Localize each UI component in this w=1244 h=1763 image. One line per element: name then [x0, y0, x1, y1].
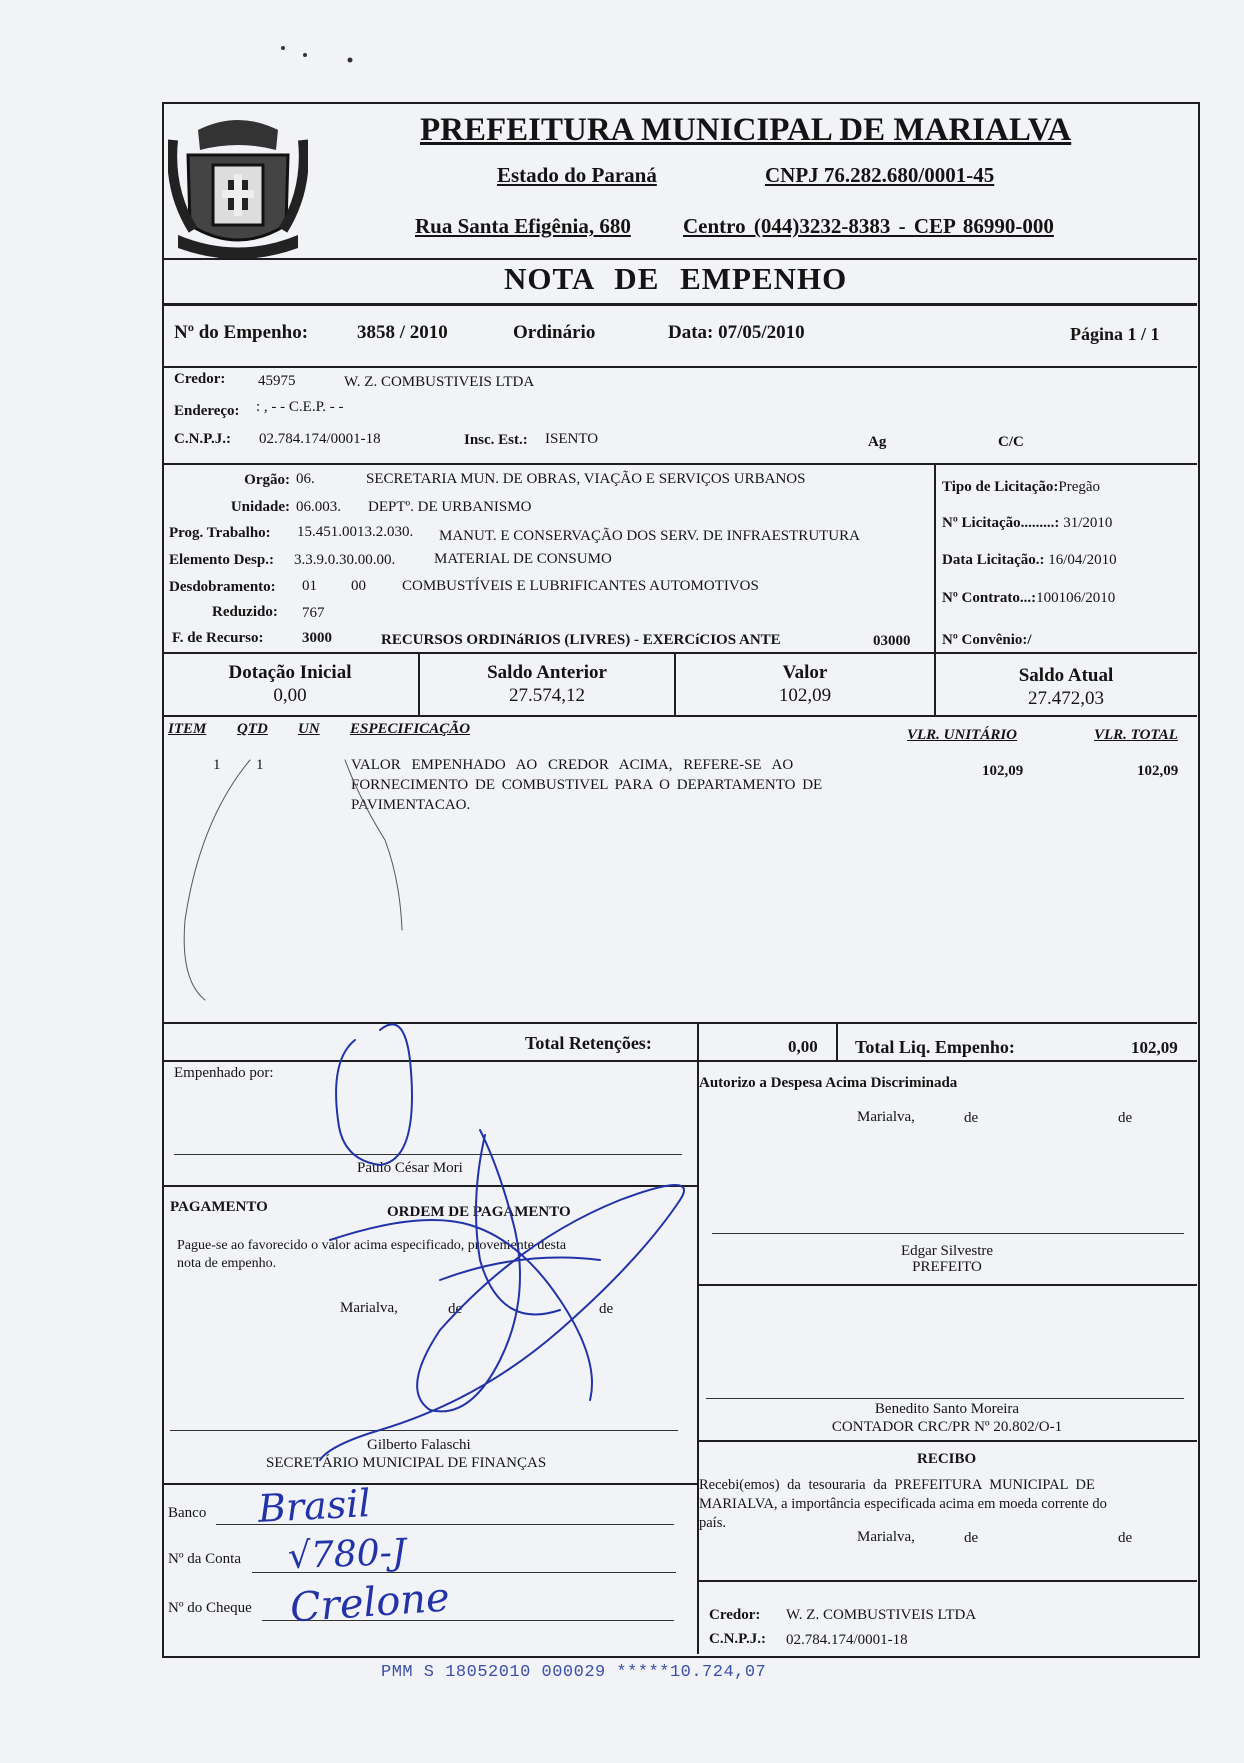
- banco-label: Banco: [168, 1505, 207, 1521]
- desdobramento-b: 00: [351, 578, 366, 594]
- contador-role: CONTADOR CRC/PR Nº 20.802/O-1: [831, 1419, 1063, 1435]
- recibo-credor: W. Z. COMBUSTIVEIS LTDA: [786, 1607, 977, 1623]
- item-total: 102,09: [1137, 763, 1179, 779]
- conta-handwritten: √780-J: [287, 1531, 407, 1578]
- elemento-label: Elemento Desp.:: [169, 552, 274, 568]
- autorizo-city: Marialva,: [857, 1109, 915, 1125]
- financas-signer-role: SECRETÁRIO MUNICIPAL DE FINANÇAS: [266, 1455, 547, 1471]
- liquido-label: Total Liq. Empenho:: [855, 1037, 1015, 1057]
- licitacao-number-label: Nº Licitação.........:: [942, 515, 1060, 531]
- desdobramento-a: 01: [302, 578, 317, 594]
- orgao-label: Orgão:: [244, 472, 290, 488]
- elemento-code: 3.3.9.0.30.00.00.: [294, 552, 396, 568]
- pagamento-de2: de: [599, 1301, 614, 1317]
- licitacao-number-value: 31/2010: [1063, 515, 1113, 531]
- convenio-label: Nº Convênio:/: [942, 632, 1032, 648]
- licitacao-number: [942, 515, 1112, 532]
- retencoes-value: 0,00: [788, 1037, 818, 1056]
- retencoes-label: Total Retenções:: [525, 1033, 652, 1053]
- recibo-cnpj-label: C.N.P.J.:: [709, 1631, 766, 1647]
- document-title: NOTA DE EMPENHO: [504, 261, 848, 296]
- recibo-city: Marialva,: [857, 1529, 915, 1545]
- col-un: UN: [298, 721, 320, 737]
- conta-label: Nº da Conta: [168, 1551, 241, 1567]
- recibo-title: RECIBO: [917, 1451, 977, 1467]
- pagamento-text-line2: nota de empenho.: [177, 1256, 277, 1271]
- unidade-label: Unidade:: [230, 499, 290, 515]
- item-unit-price: 102,09: [982, 763, 1024, 779]
- empenho-date: Data: 07/05/2010: [668, 322, 805, 343]
- reduzido-value: 767: [302, 605, 325, 621]
- recurso-code2: 03000: [873, 633, 911, 649]
- contador-name: Benedito Santo Moreira: [874, 1401, 1020, 1417]
- liquido-value: 102,09: [1131, 1038, 1178, 1057]
- col-spec: ESPECIFICAÇÃO: [350, 721, 471, 737]
- pagamento-text-line1: Pague-se ao favorecido o valor acima especificado, proveniente desta: [177, 1238, 567, 1253]
- prefeito-name: Edgar Silvestre: [900, 1243, 994, 1259]
- account-label: C/C: [998, 434, 1024, 450]
- recibo-de2: de: [1118, 1530, 1133, 1546]
- financas-signer-name: Gilberto Falaschi: [367, 1437, 471, 1453]
- recurso-code: 3000: [302, 630, 332, 646]
- empenho-number-label: Nº do Empenho:: [174, 322, 309, 343]
- contrato: [942, 590, 1115, 607]
- recibo-cnpj: 02.784.174/0001-18: [786, 1632, 908, 1648]
- autorizo-label: Autorizo a Despesa Acima Discriminada: [699, 1075, 958, 1091]
- page-number: Página 1 / 1: [1070, 324, 1160, 344]
- desdobramento-desc: COMBUSTÍVEIS E LUBRIFICANTES AUTOMOTIVOS: [402, 578, 759, 594]
- recibo-text-line2: MARIALVA, a importância especificada acima em moeda corrente do: [699, 1496, 1107, 1512]
- recibo-text-line3: país.: [699, 1515, 726, 1531]
- prog-desc: MANUT. E CONSERVAÇÃO DOS SERV. DE INFRAESTRUTURA: [439, 528, 860, 544]
- orgao-desc: SECRETARIA MUN. DE OBRAS, VIAÇÃO E SERVIÇOS URBANOS: [366, 471, 806, 487]
- ie-value: ISENTO: [545, 431, 599, 447]
- recibo-de1: de: [964, 1530, 979, 1546]
- item-desc-line1: VALOR EMPENHADO AO CREDOR ACIMA, REFERE-SE AO: [351, 757, 794, 773]
- pagamento-city: Marialva,: [340, 1300, 398, 1316]
- header-street: Rua Santa Efigênia, 680: [415, 214, 631, 238]
- autorizo-de2: de: [1118, 1110, 1133, 1126]
- col-total: VLR. TOTAL: [1094, 727, 1178, 743]
- address-value: : , - - C.E.P. - -: [256, 399, 344, 415]
- banco-handwritten: Brasil: [256, 1481, 372, 1531]
- credor-cnpj-label: C.N.P.J.:: [174, 431, 231, 447]
- saldo-atual-label: Saldo Atual: [1018, 665, 1114, 686]
- autorizo-de1: de: [964, 1110, 979, 1126]
- credor-code: 45975: [258, 373, 296, 389]
- valor-value: 102,09: [778, 685, 832, 706]
- empenho-type: Ordinário: [513, 322, 596, 343]
- header-cnpj: CNPJ 76.282.680/0001-45: [765, 163, 995, 187]
- unidade-code: 06.003.: [296, 499, 341, 515]
- recibo-text-line1: Recebi(emos) da tesouraria da PREFEITURA MUNICIPAL DE: [699, 1477, 1095, 1493]
- tipo-licitacao-value: Pregão: [1058, 479, 1101, 495]
- item-qtd: 1: [256, 757, 264, 773]
- saldo-atual-value: 27.472,03: [1028, 688, 1104, 709]
- ie-label: Insc. Est.:: [464, 432, 528, 448]
- agency-label: Ag: [868, 434, 887, 450]
- licitacao-date-label: Data Licitação.:: [942, 552, 1045, 568]
- saldo-anterior-value: 27.574,12: [509, 685, 585, 706]
- orgao-code: 06.: [296, 471, 315, 487]
- tipo-licitacao: [942, 479, 1100, 496]
- valor-label: Valor: [782, 662, 828, 683]
- empenho-number: 3858 / 2010: [357, 322, 448, 343]
- dotacao-label: Dotação Inicial: [228, 662, 352, 683]
- prog-code: 15.451.0013.2.030.: [297, 524, 414, 540]
- saldo-anterior-label: Saldo Anterior: [487, 662, 607, 683]
- prog-label: Prog. Trabalho:: [169, 525, 271, 541]
- pagamento-de1: de: [448, 1301, 463, 1317]
- pagamento-label: PAGAMENTO: [170, 1199, 268, 1215]
- item-desc-line3: PAVIMENTACAO.: [351, 797, 471, 813]
- recurso-desc: RECURSOS ORDINáRIOS (LIVRES) - EXERCíCIOS ANTE: [381, 632, 781, 648]
- empenhado-signer: Paulo César Mori: [357, 1160, 463, 1176]
- licitacao-date: [942, 552, 1117, 569]
- credor-name: W. Z. COMBUSTIVEIS LTDA: [344, 374, 535, 390]
- prefeito-role: PREFEITO: [912, 1259, 982, 1275]
- payment-stamp: PMM S 18052010 000029 *****10.724,07: [381, 1663, 767, 1682]
- licitacao-date-value: 16/04/2010: [1048, 552, 1117, 568]
- item-number: 1: [213, 757, 221, 773]
- municipality-title: PREFEITURA MUNICIPAL DE MARIALVA: [420, 112, 1072, 148]
- col-qtd: QTD: [237, 721, 268, 737]
- state-name: Estado do Paraná: [497, 163, 657, 187]
- reduzido-label: Reduzido:: [212, 604, 278, 620]
- tipo-licitacao-label: Tipo de Licitação:: [942, 479, 1059, 495]
- recurso-label: F. de Recurso:: [172, 630, 264, 646]
- contrato-value: 100106/2010: [1036, 590, 1116, 606]
- cheque-label: Nº do Cheque: [168, 1600, 252, 1616]
- cheque-handwritten: Crelone: [288, 1574, 452, 1632]
- empenhado-label: Empenhado por:: [174, 1065, 274, 1081]
- dotacao-value: 0,00: [273, 685, 307, 706]
- item-desc-line2: FORNECIMENTO DE COMBUSTIVEL PARA O DEPARTAMENTO DE: [351, 777, 823, 793]
- contrato-label: Nº Contrato...:: [942, 590, 1037, 606]
- col-item: ITEM: [168, 721, 207, 737]
- ordem-pagamento-label: ORDEM DE PAGAMENTO: [387, 1204, 571, 1220]
- desdobramento-label: Desdobramento:: [169, 579, 276, 595]
- header-contact: Centro (044)3232-8383 - CEP 86990-000: [683, 214, 1054, 238]
- address-label: Endereço:: [174, 403, 240, 419]
- credor-cnpj: 02.784.174/0001-18: [259, 431, 381, 447]
- credor-label: Credor:: [174, 371, 226, 387]
- elemento-desc: MATERIAL DE CONSUMO: [434, 551, 612, 567]
- recibo-credor-label: Credor:: [709, 1607, 761, 1623]
- col-unit-price: VLR. UNITÁRIO: [907, 727, 1018, 743]
- unidade-desc: DEPTº. DE URBANISMO: [368, 499, 532, 515]
